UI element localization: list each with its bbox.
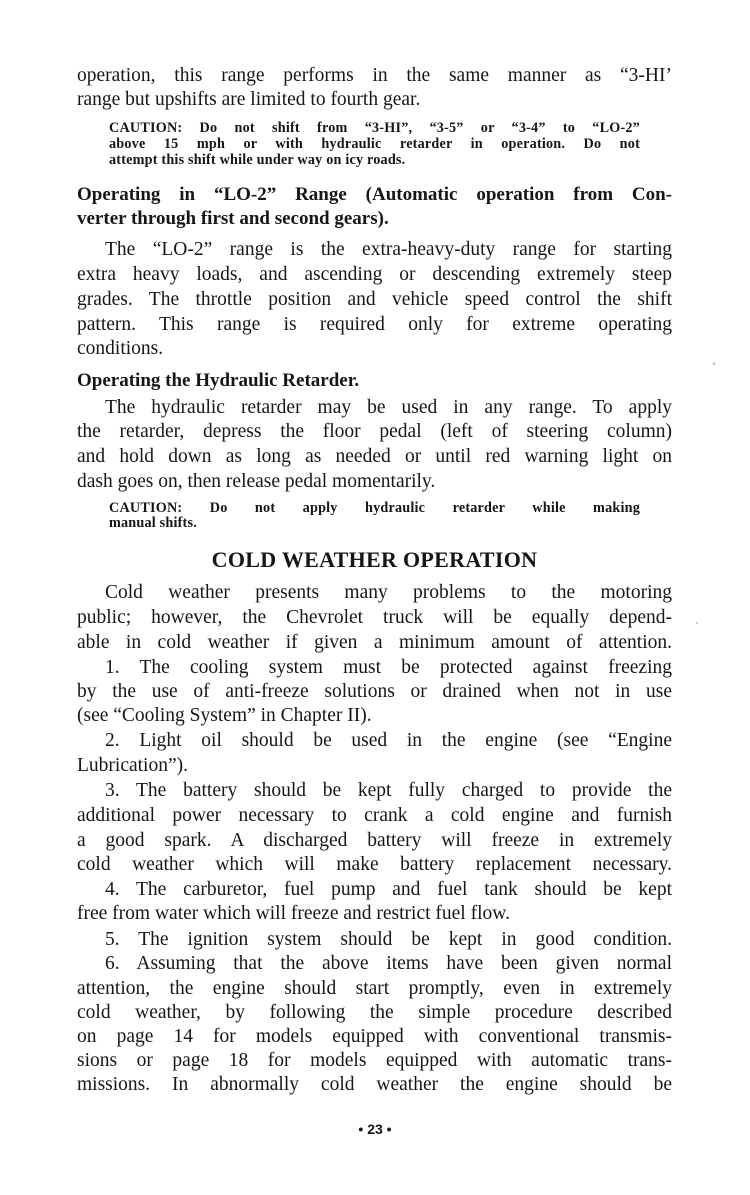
caution-note-line: manual shifts.	[109, 515, 197, 531]
scan-speck	[713, 362, 715, 365]
list-item-line: sions or page 18 for models equipped with automatic trans-	[77, 1050, 672, 1071]
list-item-line: a good spark. A discharged battery will freeze in extremely	[77, 830, 672, 851]
list-item-line: 3. The battery should be kept fully charged to provide the	[105, 780, 672, 801]
list-item-line: 5. The ignition system should be kept in good condition.	[105, 929, 672, 950]
body-text-line: extra heavy loads, and ascending or descending extremely steep	[77, 264, 672, 285]
list-item-line: Lubrication”).	[77, 755, 188, 776]
body-text-line: The hydraulic retarder may be used in any range. To apply	[105, 397, 672, 418]
body-text-line: pattern. This range is required only for extreme operating	[77, 314, 672, 335]
list-item-line: missions. In abnormally cold weather the engine should be	[77, 1074, 672, 1095]
body-text-line: operation, this range performs in the same manner as “3-HI’	[77, 65, 672, 86]
list-item-line: additional power necessary to crank a cold engine and furnish	[77, 805, 672, 826]
body-text-line: the retarder, depress the floor pedal (left of steering column)	[77, 421, 672, 442]
page-number: • 23 •	[358, 1121, 392, 1137]
list-item-line: 6. Assuming that the above items have been given normal	[105, 953, 672, 974]
body-text-line: dash goes on, then release pedal momentarily.	[77, 471, 436, 492]
caution-note-line: above 15 mph or with hydraulic retarder in operation. Do not	[109, 136, 640, 152]
section-subheading: verter through first and second gears).	[77, 208, 389, 229]
scan-speck	[696, 622, 698, 624]
section-subheading: Operating in “LO-2” Range (Automatic operation from Con-	[77, 184, 672, 205]
body-text-line: range but upshifts are limited to fourth gear.	[77, 89, 421, 110]
section-title: COLD WEATHER OPERATION	[211, 547, 538, 572]
list-item-line: cold weather which will make battery replacement necessary.	[77, 854, 672, 875]
caution-note-line: attempt this shift while under way on icy roads.	[109, 152, 406, 168]
list-item-line: cold weather, by following the simple procedure described	[77, 1002, 672, 1023]
list-item-line: attention, the engine should start promptly, even in extremely	[77, 978, 672, 999]
body-text-line: The “LO-2” range is the extra-heavy-duty range for starting	[105, 239, 672, 260]
caution-note-line: CAUTION: Do not apply hydraulic retarder while making	[109, 500, 640, 516]
body-text-line: able in cold weather if given a minimum amount of attention.	[77, 632, 672, 653]
list-item-line: 2. Light oil should be used in the engine (see “Engine	[105, 730, 672, 751]
body-text-line: Cold weather presents many problems to the motoring	[105, 582, 672, 603]
body-text-line: conditions.	[77, 338, 164, 359]
list-item-line: 1. The cooling system must be protected against freezing	[105, 657, 672, 678]
list-item-line: on page 14 for models equipped with conventional transmis-	[77, 1026, 672, 1047]
body-text-line: public; however, the Chevrolet truck will be equally depend-	[77, 607, 672, 628]
body-text-line: and hold down as long as needed or until red warning light on	[77, 446, 672, 467]
list-item-line: by the use of anti-freeze solutions or drained when not in use	[77, 681, 672, 702]
body-text-line: grades. The throttle position and vehicle speed control the shift	[77, 289, 672, 310]
caution-note-line: CAUTION: Do not shift from “3-HI”, “3-5” or “3-4” to “LO-2”	[109, 120, 640, 136]
list-item-line: (see “Cooling System” in Chapter II).	[77, 705, 372, 726]
list-item-line: free from water which will freeze and restrict fuel flow.	[77, 903, 510, 924]
section-subheading: Operating the Hydraulic Retarder.	[77, 370, 360, 391]
list-item-line: 4. The carburetor, fuel pump and fuel tank should be kept	[105, 879, 672, 900]
